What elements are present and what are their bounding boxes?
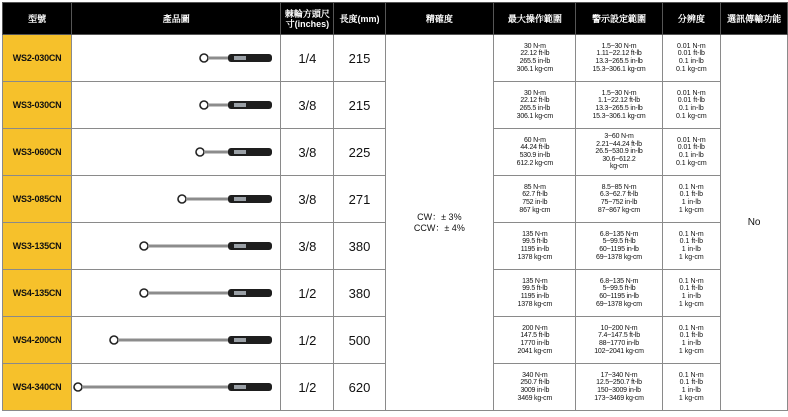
header-alarm-range: 警示設定範圍 (576, 3, 662, 35)
value-line: 867 kg-cm (519, 206, 551, 214)
value-line: 60~1195 in-lb (599, 246, 639, 253)
value-line: kg-cm (609, 163, 629, 171)
model-cell: WS3-030CN (3, 82, 72, 129)
model-cell: WS4-135CN (3, 270, 72, 317)
value-line: 75~752 in-lb (600, 199, 638, 206)
max-range-cell (494, 176, 576, 223)
value-line: 265.5 in-lb (519, 105, 551, 112)
header-model: 型號 (3, 3, 72, 35)
product-image-cell (72, 82, 281, 129)
max-range-cell (494, 270, 576, 317)
header-max-range: 最大操作範圍 (494, 3, 576, 35)
value-line: 62.7 ft-lb (522, 191, 548, 199)
value-line: 0.1 N-m (678, 183, 704, 191)
value-line: 13.3~265.5 in-lb (595, 58, 643, 65)
value-line: 0.1 in-lb (678, 105, 704, 112)
value-line: 1 in-lb (681, 246, 701, 253)
value-line: 10~200 N-m (600, 324, 638, 332)
product-image-cell (72, 129, 281, 176)
value-line: 752 in-lb (522, 199, 548, 206)
value-line: 150~3009 in-lb (597, 387, 641, 394)
drive-size-cell: 3/8 (281, 223, 334, 270)
table-row (3, 35, 788, 82)
value-line: 0.1 N-m (678, 277, 704, 285)
max-range-cell (494, 129, 576, 176)
accuracy-cell (385, 35, 494, 411)
alarm-range-cell (576, 129, 662, 176)
product-image-cell (72, 223, 281, 270)
value-line: 0.1 N-m (678, 230, 704, 238)
value-line: 306.1 kg-cm (516, 112, 553, 120)
max-range-cell (494, 35, 576, 82)
value-line: 102~2041 kg-cm (594, 347, 644, 355)
length-cell: 380 (334, 270, 385, 317)
accuracy-line: CCW：± 4% (413, 222, 465, 233)
value-line: 1195 in-lb (520, 246, 549, 253)
product-image-cell (72, 176, 281, 223)
value-line: 530.9 in-lb (519, 152, 551, 159)
value-line: 173~3469 kg-cm (594, 394, 644, 402)
value-line: 306.1 kg-cm (516, 65, 553, 73)
header-image: 產品圖 (72, 3, 281, 35)
value-line: 88~1770 in-lb (598, 340, 639, 347)
resolution-cell (662, 82, 721, 129)
drive-size-cell: 1/2 (281, 317, 334, 364)
header-wireless: 選訊傳輸功能 (721, 3, 788, 35)
value-line: 1 kg-cm (678, 253, 704, 261)
value-line: 85 N-m (523, 183, 546, 191)
value-line: 0.1 ft-lb (679, 191, 704, 199)
value-line: 612.2 kg-cm (516, 159, 553, 167)
value-line: 22.12 ft-lb (520, 50, 550, 58)
header-length: 長度(mm) (334, 3, 385, 35)
value-line: 15.3~306.1 kg-cm (592, 65, 646, 73)
value-line: 1195 in-lb (520, 293, 549, 300)
value-line: 1 kg-cm (678, 300, 704, 308)
value-line: 69~1378 kg-cm (596, 300, 642, 308)
model-cell: WS3-135CN (3, 223, 72, 270)
product-image-cell (72, 270, 281, 317)
value-line: 0.1 ft-lb (679, 285, 704, 293)
value-line: 0.1 ft-lb (679, 238, 704, 246)
value-line: 1.5~30 N-m (601, 42, 637, 50)
alarm-range-cell (576, 317, 662, 364)
model-cell: WS4-340CN (3, 364, 72, 411)
resolution-cell (662, 364, 721, 411)
value-line: 87~867 kg-cm (597, 206, 641, 214)
resolution-cell (662, 317, 721, 364)
max-range-cell (494, 364, 576, 411)
value-line: 3469 kg-cm (517, 394, 553, 402)
alarm-range-cell (576, 223, 662, 270)
length-cell: 225 (334, 129, 385, 176)
value-line: 1 in-lb (681, 387, 701, 394)
value-line: 26.5~530.9 in-lb (595, 148, 643, 156)
product-image-cell (72, 35, 281, 82)
length-cell: 215 (334, 35, 385, 82)
torque-wrench-icon (176, 192, 276, 206)
torque-wrench-icon (194, 145, 276, 159)
torque-wrench-icon (198, 51, 276, 65)
value-line: 340 N-m (522, 371, 548, 379)
value-line: 5~99.5 ft-lb (602, 238, 636, 246)
value-line: 250.7 ft-lb (520, 379, 550, 387)
value-line: 8.5~85 N-m (601, 183, 637, 191)
value-line: 0.01 ft-lb (677, 97, 705, 105)
resolution-cell (662, 223, 721, 270)
value-line: 99.5 ft-lb (522, 285, 548, 293)
value-line: 0.1 ft-lb (679, 379, 704, 387)
torque-wrench-icon (72, 380, 276, 394)
value-line: 0.01 ft-lb (677, 50, 705, 58)
product-image-cell (72, 364, 281, 411)
value-line: 12.5~250.7 ft-lb (596, 379, 642, 387)
model-cell: WS4-200CN (3, 317, 72, 364)
value-line: 2.21~44.24 ft-lb (596, 140, 642, 148)
alarm-range-cell (576, 176, 662, 223)
torque-wrench-icon (198, 98, 276, 112)
value-line: 1378 kg-cm (517, 253, 553, 261)
value-line: 135 N-m (522, 277, 548, 285)
value-line: 0.1 kg-cm (675, 65, 707, 73)
value-line: 3~60 N-m (604, 133, 634, 141)
value-line: 1.5~30 N-m (601, 89, 637, 97)
value-line: 0.01 ft-lb (677, 144, 705, 152)
value-line: 0.1 in-lb (678, 152, 704, 159)
value-line: 3009 in-lb (520, 387, 550, 394)
drive-size-cell: 1/4 (281, 35, 334, 82)
alarm-range-cell (576, 364, 662, 411)
length-cell: 500 (334, 317, 385, 364)
value-line: 1378 kg-cm (517, 300, 553, 308)
value-line: 13.3~265.5 in-lb (595, 105, 643, 112)
alarm-range-cell (576, 82, 662, 129)
value-line: 15.3~306.1 kg-cm (592, 112, 646, 120)
value-line: 147.5 ft-lb (520, 332, 550, 340)
value-line: 7.4~147.5 ft-lb (598, 332, 640, 340)
value-line: 6.8~135 N-m (599, 277, 639, 285)
model-cell: WS2-030CN (3, 35, 72, 82)
resolution-cell (662, 35, 721, 82)
value-line: 265.5 in-lb (519, 58, 551, 65)
value-line: 135 N-m (522, 230, 548, 238)
value-line: 30 N-m (523, 89, 546, 97)
resolution-cell (662, 270, 721, 317)
torque-wrench-icon (138, 239, 276, 253)
value-line: 30 N-m (523, 42, 546, 50)
header-resolution: 分辨度 (662, 3, 721, 35)
drive-size-cell: 3/8 (281, 176, 334, 223)
value-line: 99.5 ft-lb (522, 238, 548, 246)
product-image-cell (72, 317, 281, 364)
value-line: 69~1378 kg-cm (596, 253, 642, 261)
model-cell: WS3-060CN (3, 129, 72, 176)
drive-size-cell: 1/2 (281, 364, 334, 411)
value-line: 2041 kg-cm (517, 347, 553, 355)
value-line: 1.1~22.12 ft-lb (598, 97, 640, 105)
value-line: 0.1 kg-cm (675, 159, 707, 167)
length-cell: 271 (334, 176, 385, 223)
value-line: 1 in-lb (681, 293, 701, 300)
value-line: 0.1 in-lb (678, 58, 704, 65)
value-line: 44.24 ft-lb (520, 144, 550, 152)
header-row (3, 3, 788, 35)
alarm-range-cell (576, 35, 662, 82)
value-line: 5~99.5 ft-lb (602, 285, 636, 293)
value-line: 0.1 ft-lb (679, 332, 704, 340)
spec-table (2, 2, 788, 411)
value-line: 1 kg-cm (678, 206, 704, 214)
value-line: 60 N-m (523, 136, 546, 144)
drive-size-cell: 3/8 (281, 129, 334, 176)
max-range-cell (494, 82, 576, 129)
value-line: 0.01 N-m (676, 42, 706, 50)
header-drive-size: 棘輪方頭尺寸(inches) (281, 3, 334, 35)
resolution-cell (662, 176, 721, 223)
value-line: 0.01 N-m (676, 136, 706, 144)
value-line: 0.1 kg-cm (675, 112, 707, 120)
resolution-cell (662, 129, 721, 176)
max-range-cell (494, 223, 576, 270)
accuracy-line: CW：± 3% (417, 211, 462, 222)
value-line: 0.1 N-m (678, 324, 704, 332)
length-cell: 620 (334, 364, 385, 411)
value-line: 1770 in-lb (520, 340, 550, 347)
value-line: 0.1 N-m (678, 371, 704, 379)
drive-size-cell: 1/2 (281, 270, 334, 317)
torque-wrench-icon (138, 286, 276, 300)
length-cell: 215 (334, 82, 385, 129)
value-line: 1 in-lb (681, 340, 701, 347)
wireless-cell: No (721, 35, 788, 411)
model-cell: WS3-085CN (3, 176, 72, 223)
drive-size-cell: 3/8 (281, 82, 334, 129)
value-line: 6.3~62.7 ft-lb (599, 191, 639, 199)
value-line: 22.12 ft-lb (520, 97, 550, 105)
value-line: 6.8~135 N-m (599, 230, 639, 238)
value-line: 1 in-lb (681, 199, 701, 206)
value-line: 17~340 N-m (600, 371, 638, 379)
torque-wrench-icon (108, 333, 276, 347)
value-line: 0.01 N-m (676, 89, 706, 97)
value-line: 1 kg-cm (678, 394, 704, 402)
value-line: 30.6~612.2 (602, 155, 636, 163)
value-line: 1.11~22.12 ft-lb (596, 50, 642, 58)
value-line: 60~1195 in-lb (599, 293, 639, 300)
max-range-cell (494, 317, 576, 364)
value-line: 1 kg-cm (678, 347, 704, 355)
value-line: 200 N-m (522, 324, 548, 332)
length-cell: 380 (334, 223, 385, 270)
alarm-range-cell (576, 270, 662, 317)
header-accuracy: 精確度 (385, 3, 494, 35)
